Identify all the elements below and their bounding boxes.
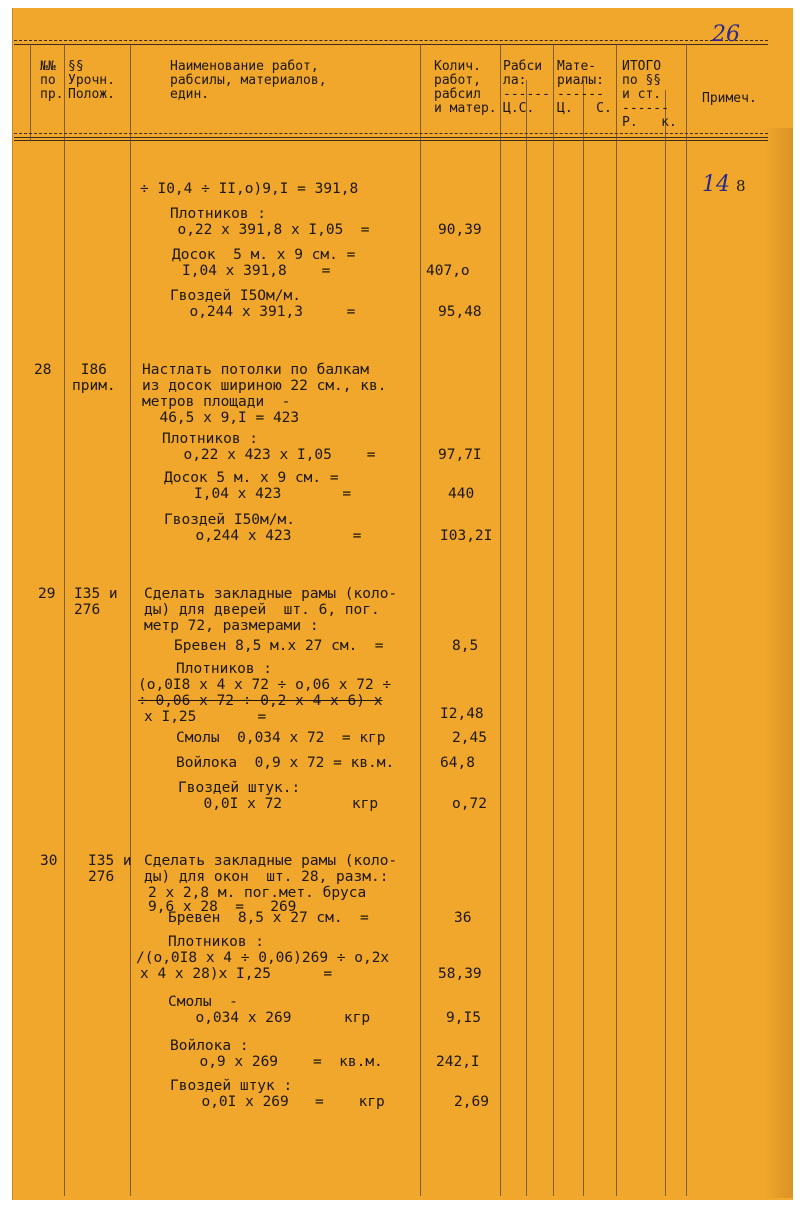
- entry-number: 29: [38, 586, 56, 602]
- entry-line: о,22 х 423 х I,05 =: [166, 447, 376, 463]
- page-number: 26: [712, 22, 740, 47]
- header-bottom-rule: [14, 133, 768, 134]
- entry-line: ды) для дверей шт. 6, пог.: [144, 602, 380, 618]
- entry-line: о,244 х 423 =: [178, 528, 362, 544]
- entry-line: Настлать потолки по балкам: [142, 362, 369, 378]
- entry-line: Смолы 0,034 х 72 = кгр: [176, 730, 386, 746]
- entry-quantity: 2,69: [454, 1094, 489, 1110]
- header-bottom-rule-2: [14, 137, 768, 138]
- header-bottom-rule-3: [14, 140, 768, 141]
- entry-quantity: 64,8: [440, 755, 475, 771]
- entry-number: 28: [34, 362, 52, 378]
- entry-line: о,0I х 269 = кгр: [184, 1094, 385, 1110]
- entry-line: Сделать закладные рамы (коло-: [144, 853, 398, 869]
- col-divider: [500, 44, 501, 1196]
- entry-quantity: 97,7I: [438, 447, 482, 463]
- entry-line: Гвоздей штук.:: [178, 780, 301, 796]
- entry-reference: I86 прим.: [72, 362, 116, 394]
- entry-quantity: I2,48: [440, 706, 484, 722]
- col-divider: [64, 44, 65, 1196]
- header-top-rule-2: [14, 44, 768, 45]
- entry-line: Досок 5 м. х 9 см. =: [164, 470, 339, 486]
- margin-note: [702, 172, 746, 197]
- entry-line: Плотников :: [176, 661, 273, 677]
- col-divider: [130, 44, 131, 1196]
- col-divider: [665, 90, 666, 1196]
- col-divider: [616, 44, 617, 1196]
- entry-line: Бревен 8,5 х 27 см. =: [168, 910, 369, 926]
- entry-line: Сделать закладные рамы (коло-: [144, 586, 398, 602]
- entry-line: Плотников :: [170, 206, 267, 222]
- entry-line: Войлока :: [170, 1038, 249, 1054]
- entry-quantity: 9,I5: [446, 1010, 481, 1026]
- entry-line: х I,25 =: [144, 709, 267, 725]
- entry-line: о,034 х 269 кгр: [178, 1010, 371, 1026]
- entry-quantity: I03,2I: [440, 528, 493, 544]
- entry-line: метров площади -: [142, 394, 291, 410]
- header-total: ИТОГО по §§ и ст. ------ Р. к.: [622, 59, 677, 130]
- entry-quantity: 407,о: [426, 263, 470, 279]
- entry-line: метр 72, размерами :: [144, 618, 319, 634]
- entry-reference: I35 и 276: [88, 853, 132, 885]
- entry-quantity: 8,5: [452, 638, 479, 654]
- entry-line: /(о,0I8 х 4 ÷ 0,06)269 ÷ о,2х: [136, 950, 390, 966]
- entry-line: (о,0I8 х 4 х 72 ÷ о,06 х 72 ÷: [138, 677, 392, 693]
- entry-quantity: 36: [454, 910, 472, 926]
- col-divider: [686, 44, 687, 1196]
- entry-line: о,9 х 269 = кв.м.: [182, 1054, 383, 1070]
- entry-line: Войлока 0,9 х 72 = кв.м.: [176, 755, 395, 771]
- header-notes: Примеч.: [702, 91, 757, 106]
- header-labor: Рабси ла: ------ Ц.С.: [503, 59, 550, 116]
- col-divider: [583, 80, 584, 1196]
- entry-line: Смолы -: [168, 994, 238, 1010]
- entry-line: 9,6 х 28 = 269: [148, 899, 297, 915]
- entry-line: Плотников :: [168, 934, 265, 950]
- col-divider: [420, 44, 421, 1196]
- entry-line: Бревен 8,5 м.х 27 см. =: [174, 638, 384, 654]
- margin-note-suffix: 8: [736, 177, 746, 195]
- entry-quantity: 58,39: [438, 966, 482, 982]
- entry-line: 2 х 2,8 м. пог.мет. бруса: [148, 885, 367, 901]
- header-quantity: Колич. работ, рабсил и матер.: [434, 59, 497, 116]
- entry-line: I,04 х 391,8 =: [182, 263, 331, 279]
- entry-line-struck: ÷ 0,06 х 72 ÷ 0,2 х 4 х 6) х: [138, 693, 383, 709]
- entry-line: ÷ I0,4 ÷ II,о)9,I = 391,8: [140, 181, 359, 197]
- entry-line: из досок шириною 22 см., кв.: [142, 378, 387, 394]
- entry-line: ды) для окон шт. 28, разм.:: [144, 869, 389, 885]
- header-number: №№ по пр.: [40, 59, 64, 102]
- col-divider: [526, 80, 527, 1196]
- entry-line: 0,0I х 72 кгр: [186, 796, 379, 812]
- entry-line: Гвоздей I5Oм/м.: [170, 288, 301, 304]
- entry-line: Плотников :: [162, 431, 259, 447]
- entry-quantity: 440: [448, 486, 475, 502]
- col-divider: [553, 44, 554, 1196]
- entry-quantity: 95,48: [438, 304, 482, 320]
- entry-number: 30: [40, 853, 58, 869]
- entry-line: х 4 х 28)х I,25 =: [140, 966, 333, 982]
- col-divider: [30, 44, 31, 140]
- entry-line: о,22 х 391,8 х I,05 =: [160, 222, 370, 238]
- entry-line: Гвоздей штук :: [170, 1078, 293, 1094]
- header-materials: Мате- риалы: ------ Ц. С.: [557, 59, 612, 116]
- entry-line: Гвоздей I50м/м.: [164, 512, 295, 528]
- entry-quantity: 242,I: [436, 1054, 480, 1070]
- header-description: Наименование работ, рабсилы, материалов, един.: [170, 59, 327, 102]
- entry-line: 46,5 х 9,I = 423: [142, 410, 300, 426]
- header-reference: §§ Урочн. Полож.: [68, 59, 115, 102]
- entry-line: о,244 х 391,3 =: [172, 304, 356, 320]
- entry-quantity: 90,39: [438, 222, 482, 238]
- margin-note-number: 14: [702, 172, 730, 197]
- entry-reference: I35 и 276: [74, 586, 118, 618]
- entry-quantity: о,72: [452, 796, 487, 812]
- entry-quantity: 2,45: [452, 730, 487, 746]
- header-top-rule: [14, 40, 768, 41]
- entry-line: I,04 х 423 =: [194, 486, 352, 502]
- entry-line: Досок 5 м. х 9 см. =: [172, 247, 356, 263]
